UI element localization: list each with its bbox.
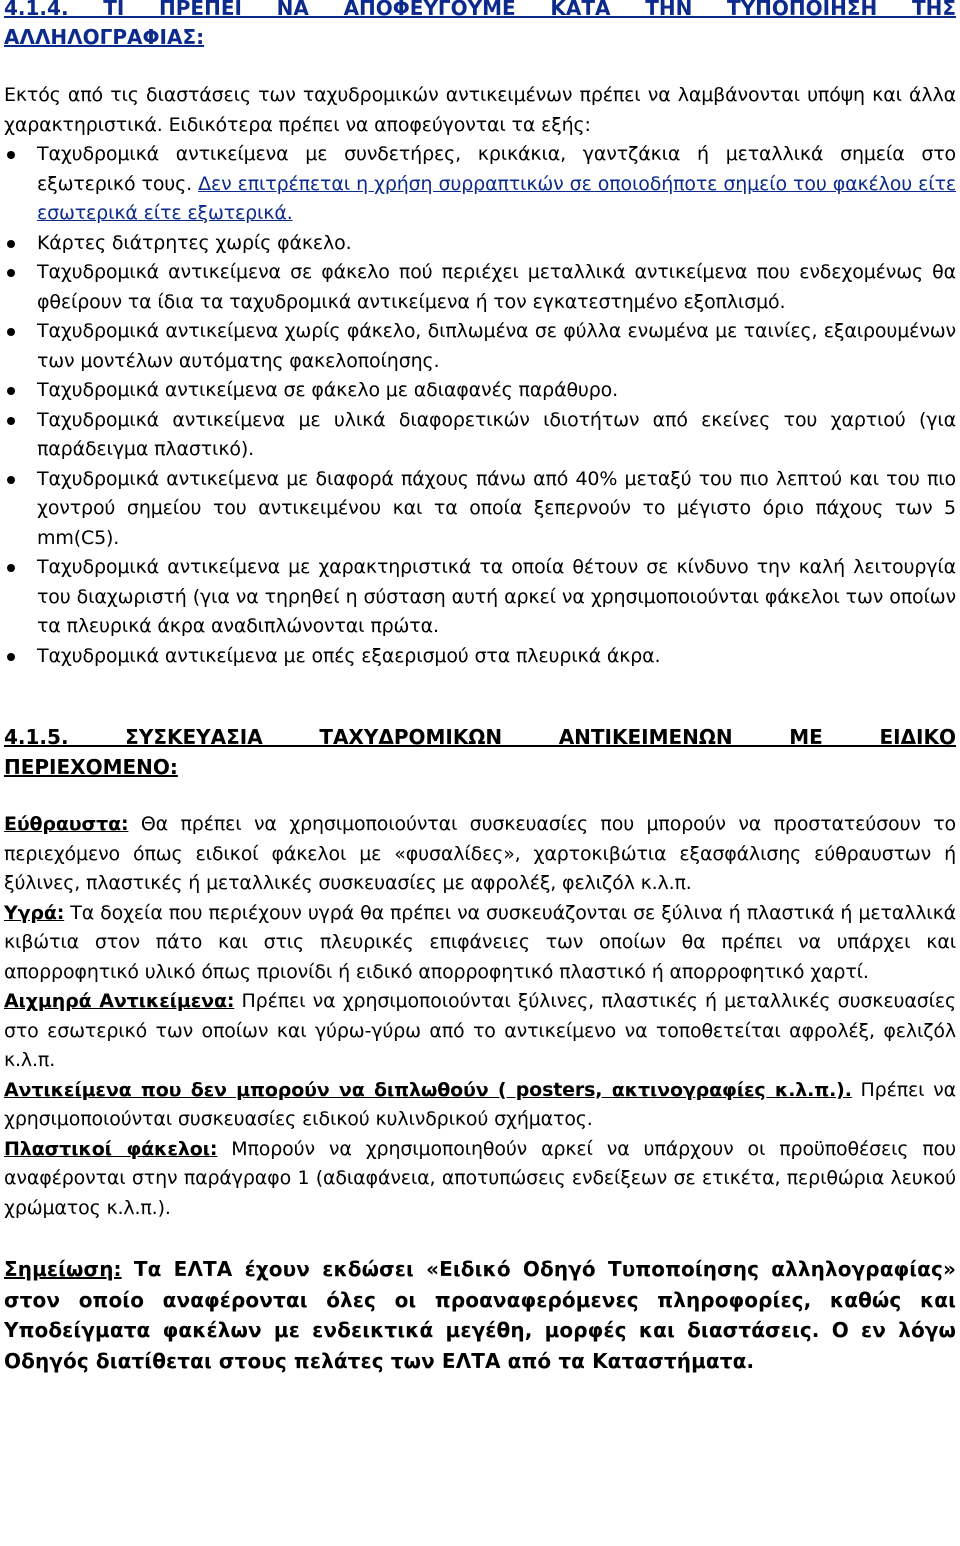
list-item bbox=[4, 553, 956, 642]
note-label: Σημείωση: bbox=[4, 1257, 122, 1281]
heading-line-2: ΑΛΛΗΛΟΓΡΑΦΙΑΣ: bbox=[4, 25, 205, 49]
bullet-text: Ταχυδρομικά αντικείμενα σε φάκελο πού περιέχει μεταλλικά αντικείμενα που ενδεχομένως θα φθείρουν τα ίδια τα ταχυδρομικά αντικείμενα ή τον εγκατεστημένο εξοπλισμό. bbox=[37, 261, 956, 313]
heading-line-2: ΠΕΡΙΕΧΟΜΕΝΟ: bbox=[4, 754, 178, 779]
nonfold-text: Πρέπει να χρησιμοποιούνται συσκευασίες ειδικού κυλινδρικού σχήματος. bbox=[4, 1078, 957, 1130]
bullet-text: Ταχυδρομικά αντικείμενα με υλικά διαφορετικών ιδιοτήτων από εκείνες του χαρτιού (για παράδειγμα πλαστικό). bbox=[37, 408, 956, 460]
bullet-text: Ταχυδρομικά αντικείμενα χωρίς φάκελο, διπλωμένα σε φύλλα ενωμένα με ταινίες, εξαιρουμένων των μοντέλων αυτόματης φακελοποίησης. bbox=[37, 320, 956, 372]
nonfold-label: Αντικείμενα που δεν μπορούν να διπλωθούν ( posters, ακτινογραφίες κ.λ.π.). bbox=[4, 1078, 852, 1101]
heading-line-1: 4.1.5. ΣΥΣΚΕΥΑΣΙΑ ΤΑΧΥΔΡΟΜΙΚΩΝ ΑΝΤΙΚΕΙΜΕΝΩΝ ΜΕ ΕΙΔΙΚΟ bbox=[4, 725, 956, 749]
nonfold-paragraph bbox=[4, 1076, 956, 1135]
plastic-label: Πλαστικοί φάκελοι: bbox=[4, 1137, 218, 1160]
bullet-text: Ταχυδρομικά αντικείμενα με συνδετήρες, κρικάκια, γαντζάκια ή μεταλλικά σημεία στο εξωτερικό τους. bbox=[37, 143, 956, 195]
staples-warning-link[interactable]: Δεν επιτρέπεται η χρήση συρραπτικών σε οποιοδήποτε σημείο του φακέλου είτε εσωτερικά είτε εξωτερικά. bbox=[37, 172, 956, 224]
plastic-text: Μπορούν να χρησιμοποιηθούν αρκεί να υπάρχουν οι προϋποθέσεις που αναφέρονται στην παράγραφο 1 (αδιαφάνεια, αποτυπώσεις ενδείξεων σε ετικέτα, περιθώρια λευκού χρώματος κ.λ.π.). bbox=[4, 1137, 956, 1219]
section-heading-4-1-5 bbox=[4, 723, 956, 782]
bullet-icon bbox=[7, 476, 15, 484]
liquids-label: Υγρά: bbox=[4, 901, 65, 924]
heading-line-1: 4.1.4. ΤΙ ΠΡΕΠΕΙ ΝΑ ΑΠΟΦΕΥΓΟΥΜΕ ΚΑΤΑ ΤΗΝ ΤΥΠΟΠΟΙΗΣΗ ΤΗΣ bbox=[4, 0, 956, 20]
liquids-text: Τα δοχεία που περιέχουν υγρά θα πρέπει να συσκευάζονται σε ξύλινα ή πλαστικά ή μεταλλικά κιβώτια στον πάτο και στις πλευρικές επιφάνειες των οποίων θα πρέπει να υπάρχει και απορροφητικό υλικό όπως πριονίδι ή ειδικό απορροφητικό πλαστικό ή απορροφητικό χαρτί. bbox=[4, 901, 956, 983]
fragile-label: Εύθραυστα: bbox=[4, 813, 129, 835]
liquids-paragraph bbox=[4, 899, 956, 988]
sharp-label: Αιχμηρά Αντικείμενα: bbox=[4, 990, 235, 1012]
bullet-icon bbox=[7, 417, 15, 425]
avoid-list bbox=[4, 140, 956, 671]
bullet-icon bbox=[7, 564, 15, 572]
bullet-text: Ταχυδρομικά αντικείμενα σε φάκελο με αδιαφανές παράθυρο. bbox=[37, 379, 619, 401]
list-item bbox=[4, 317, 956, 376]
fragile-paragraph bbox=[4, 810, 956, 899]
list-item bbox=[4, 642, 956, 672]
note-paragraph bbox=[4, 1254, 956, 1376]
sharp-paragraph bbox=[4, 987, 956, 1076]
document-page bbox=[4, 0, 956, 1376]
sharp-text: Πρέπει να χρησιμοποιούνται ξύλινες, πλαστικές ή μεταλλικές συσκευασίες στο εσωτερικό των οποίων και γύρω-γύρω από το αντικείμενο να τοποθετείται αφρολέξ, φελιζόλ κ.λ.π. bbox=[4, 990, 956, 1071]
list-item bbox=[4, 376, 956, 406]
section-heading-4-1-4 bbox=[4, 0, 956, 52]
note-text: Τα ΕΛΤΑ έχουν εκδώσει «Ειδικό Οδηγό Τυποποίησης αλληλογραφίας» στον οποίο αναφέρονται όλες οι προαναφερόμενες πληροφορίες, καθώς και Υποδείγματα φακέλων με ενδεικτικά μεγέθη, μορφές και διαστάσεις. Ο εν λόγω Οδηγός διατίθεται στους πελάτες των ΕΛΤΑ από τα Καταστήματα. bbox=[4, 1257, 956, 1373]
bullet-text: Ταχυδρομικά αντικείμενα με διαφορά πάχους πάνω από 40% μεταξύ του πιο λεπτού και του πιο χοντρού σημείου του αντικειμένου και τα οποία ξεπερνούν το μέγιστο όριο πάχους των 5 mm(C5). bbox=[37, 467, 956, 549]
plastic-paragraph bbox=[4, 1135, 956, 1224]
fragile-text: Θα πρέπει να χρησιμοποιούνται συσκευασίες που μπορούν να προστατεύσουν το περιεχόμενο όπως ειδικοί φάκελοι με «φυσαλίδες», χαρτοκιβώτια εξασφάλισης εύθραυστων ή ξύλινες, πλαστικές ή μεταλλικές συσκευασίες με αφρολέξ, φελιζόλ κ.λ.π. bbox=[4, 813, 956, 894]
bullet-text: Κάρτες διάτρητες χωρίς φάκελο. bbox=[37, 231, 352, 254]
bullet-icon bbox=[7, 653, 15, 661]
list-item bbox=[4, 140, 956, 229]
intro-paragraph: Εκτός από τις διαστάσεις των ταχυδρομικών αντικειμένων πρέπει να λαμβάνονται υπόψη και άλλα χαρακτηριστικά. Ειδικότερα πρέπει να αποφεύγονται τα εξής: bbox=[4, 84, 956, 136]
bullet-icon bbox=[7, 387, 15, 395]
list-item bbox=[4, 406, 956, 465]
bullet-icon bbox=[7, 240, 15, 248]
list-item bbox=[4, 465, 956, 554]
bullet-text: Ταχυδρομικά αντικείμενα με χαρακτηριστικά τα οποία θέτουν σε κίνδυνο την καλή λειτουργία του διαχωριστή (για να τηρηθεί η σύσταση αυτή αρκεί να χρησιμοποιούνται φάκελοι των οποίων τα πλευρικά άκρα αναδιπλώνονται πρώτα. bbox=[37, 556, 956, 637]
bullet-icon bbox=[7, 151, 15, 159]
list-item bbox=[4, 229, 956, 259]
bullet-icon bbox=[7, 269, 15, 277]
bullet-text: Ταχυδρομικά αντικείμενα με οπές εξαερισμού στα πλευρικά άκρα. bbox=[37, 644, 661, 667]
bullet-icon bbox=[7, 328, 15, 336]
list-item bbox=[4, 258, 956, 317]
